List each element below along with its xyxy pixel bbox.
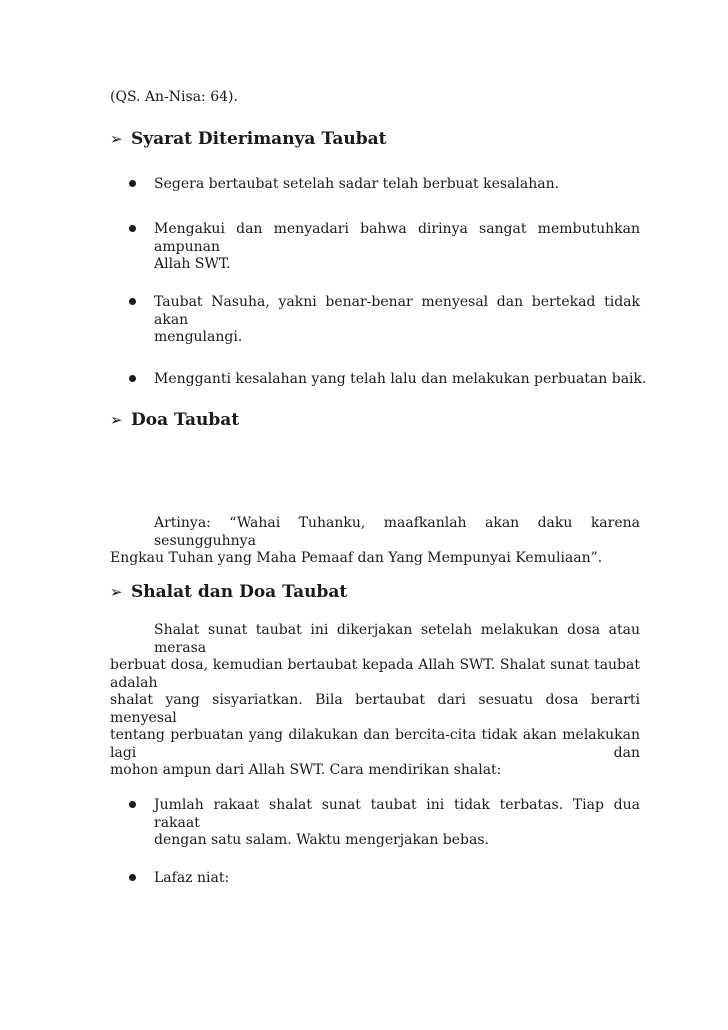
arrow-bullet-icon: ➢ [110, 130, 123, 148]
bullet-dot-icon [129, 801, 136, 808]
section-heading-syarat: Syarat Diterimanya Taubat [131, 129, 387, 149]
list-item: Segera bertaubat setelah sadar telah berbuat kesalahan. [154, 176, 560, 192]
paragraph-line: Engkau Tuhan yang Maha Pemaaf dan Yang Mempunyai Kemuliaan”. [110, 550, 603, 566]
bullet-dot-icon [129, 225, 136, 232]
arrow-bullet-icon: ➢ [110, 411, 123, 429]
paragraph-line: berbuat dosa, kemudian bertaubat kepada Allah SWT. Shalat sunat taubat adalah [110, 657, 640, 691]
bullet-dot-icon [129, 298, 136, 305]
bullet-dot-icon [129, 180, 136, 187]
bullet-dot-icon [129, 375, 136, 382]
list-item-continuation: mengulangi. [154, 329, 243, 345]
paragraph-line: mohon ampun dari Allah SWT. Cara mendirikan shalat: [110, 762, 502, 778]
list-item: Mengganti kesalahan yang telah lalu dan melakukan perbuatan baik. [154, 371, 647, 387]
paragraph-line: tentang perbuatan yang dilakukan dan bercita-cita tidak akan melakukan lagi dan [110, 727, 640, 761]
list-item-continuation: Allah SWT. [154, 256, 231, 272]
list-item: Taubat Nasuha, yakni benar-benar menyesal dan bertekad tidak akan [154, 294, 640, 328]
section-heading-shalat: Shalat dan Doa Taubat [131, 582, 348, 602]
bullet-dot-icon [129, 874, 136, 881]
list-item: Lafaz niat: [154, 870, 230, 886]
list-item: Mengakui dan menyadari bahwa dirinya sangat membutuhkan ampunan [154, 221, 640, 255]
citation-text: (QS. An-Nisa: 64). [110, 89, 238, 105]
paragraph-line: shalat yang sisyariatkan. Bila bertaubat dari sesuatu dosa berarti menyesal [110, 692, 640, 726]
arrow-bullet-icon: ➢ [110, 583, 123, 601]
list-item-continuation: dengan satu salam. Waktu mengerjakan bebas. [154, 832, 489, 848]
paragraph-line: Shalat sunat taubat ini dikerjakan setelah melakukan dosa atau merasa [154, 622, 640, 656]
paragraph-line: Artinya: “Wahai Tuhanku, maafkanlah akan daku karena sesungguhnya [154, 515, 640, 549]
list-item: Jumlah rakaat shalat sunat taubat ini tidak terbatas. Tiap dua rakaat [154, 797, 640, 831]
section-heading-doa: Doa Taubat [131, 410, 240, 430]
